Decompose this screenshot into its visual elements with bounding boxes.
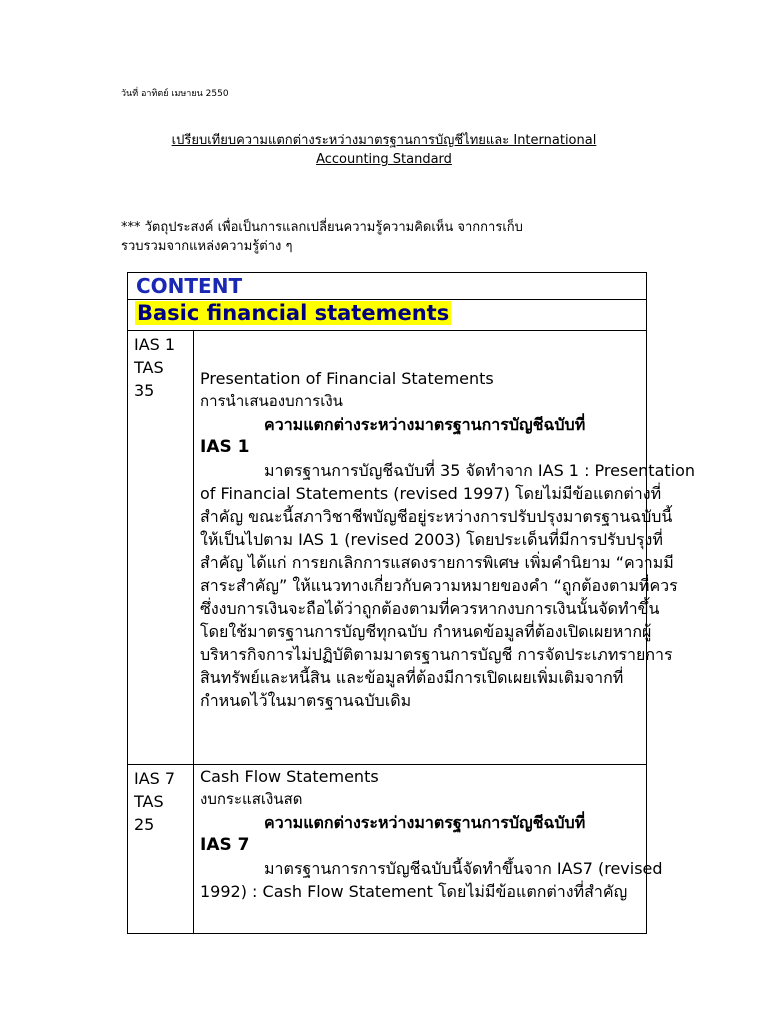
document-title-line-2: Accounting Standard [316,152,452,167]
standard-description-cell [200,765,768,903]
date-line: วันที่ อาทิตย์ เมษายน 2550 [121,89,229,99]
document-title [110,131,658,169]
body-line: 1992) : Cash Flow Statement โดยไม่มีข้อแตกต่างที่สำคัญ [200,882,628,901]
content-heading-row [128,273,646,300]
body-line: มาตรฐานการบัญชีฉบับที่ 35 จัดทำจาก IAS 1 : Presentation [264,461,696,480]
body-line: ให้เป็นไปตาม IAS 1 (revised 2003) โดยประเด็นที่มีการปรับปรุงที่ [200,530,663,549]
objective-line-2: รวบรวมจากแหล่งความรู้ต่าง ๆ [121,239,293,254]
body-line: สำคัญ ขณะนี้สภาวิชาชีพบัญชีอยู่ระหว่างการปรับปรุงมาตรฐานฉบับนี้ [200,507,673,526]
body-line: สินทรัพย์และหนี้สิน และข้อมูลที่ต้องมีการเปิดเผยเพิ่มเติมจากที่ [200,668,624,687]
content-heading: CONTENT [136,274,243,298]
difference-code: IAS 1 [200,437,250,457]
column-divider [193,765,194,933]
standard-code-tas-label: TAS [134,792,164,811]
thai-title: งบกระแสเงินสด [200,790,303,808]
objective-line-1: *** วัตถุประสงค์ เพื่อเป็นการแลกเปลี่ยนความรู้ความคิดเห็น จากการเก็บ [121,220,523,235]
thai-title: การนำเสนองบการเงิน [200,392,343,410]
body-line: บริหารกิจการไม่ปฏิบัติตามมาตรฐานการบัญชี การจัดประเภทรายการ [200,645,673,664]
table-row-ias7 [128,765,663,933]
difference-code: IAS 7 [200,835,250,855]
standard-code-cell [134,767,190,836]
standard-code-ias: IAS 1 [134,335,176,354]
standard-code-cell [134,333,190,402]
body-line: ซึ่งงบการเงินจะถือได้ว่าถูกต้องตามที่ควรหากงบการเงินนั้นจัดทำขึ้น [200,599,660,618]
body-line: มาตรฐานการการบัญชีฉบับนี้จัดทำขึ้นจาก IAS7 (revised [264,859,663,878]
difference-heading: ความแตกต่างระหว่างมาตรฐานการบัญชีฉบับที่ [264,813,586,832]
english-title: Cash Flow Statements [200,767,379,786]
standard-code-tas-number: 35 [134,381,155,400]
body-line: of Financial Statements (revised 1997) โดยไม่มีข้อแตกต่างที่ [200,484,662,503]
document-title-line-1: เปรียบเทียบความแตกต่างระหว่างมาตรฐานการบัญชีไทยและ International [171,133,597,148]
objective-paragraph [121,218,661,256]
standard-code-ias: IAS 7 [134,769,176,788]
standard-code-tas-label: TAS [134,358,164,377]
standards-table [127,272,696,934]
difference-heading: ความแตกต่างระหว่างมาตรฐานการบัญชีฉบับที่ [264,415,586,434]
standard-code-tas-number: 25 [134,815,155,834]
table-row-ias1 [128,331,696,765]
body-line: สำคัญ ได้แก่ การยกเลิกการแสดงรายการพิเศษ เพิ่มคำนิยาม “ความมี [200,553,674,572]
body-line: กำหนดไว้ในมาตรฐานฉบับเดิม [200,691,412,710]
english-title: Presentation of Financial Statements [200,369,494,388]
column-divider [193,331,194,764]
body-line: โดยใช้มาตรฐานการบัญชีทุกฉบับ กำหนดข้อมูลที่ต้องเปิดเผยหากผู้ [200,622,652,641]
section-heading: Basic financial statements [137,301,450,325]
section-heading-row [128,300,646,331]
standard-description-cell [200,331,768,712]
body-line: สาระสำคัญ” ให้แนวทางเกี่ยวกับความหมายของคำ “ถูกต้องตามที่ควร [200,576,678,595]
